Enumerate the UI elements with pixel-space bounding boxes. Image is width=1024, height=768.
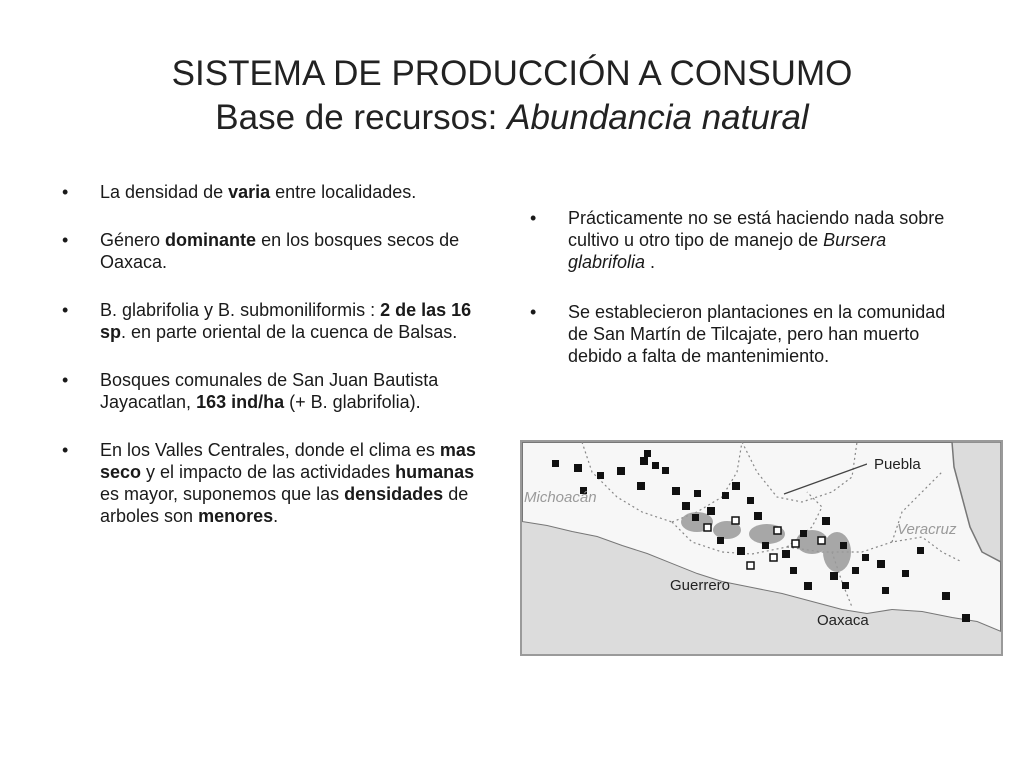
bullet-dot: • (62, 440, 69, 460)
bullet-dot: • (62, 230, 69, 250)
bullet-dot: • (530, 208, 537, 228)
label-oaxaca: Oaxaca (817, 612, 869, 629)
label-puebla: Puebla (874, 456, 921, 473)
title-line-2-italic: Abundancia natural (507, 98, 809, 137)
left-bullet-3: • B. glabrifolia y B. submoniliformis : 2 de las 16 sp. en parte oriental de la cuenca de Balsas. (62, 300, 472, 342)
bullet-dot: • (62, 182, 69, 202)
left-bullet-list (62, 181, 487, 553)
label-guerrero: Guerrero (670, 577, 731, 594)
left-bullet-5: • En los Valles Centrales, donde el clima es mas seco y el impacto de las actividades humanas es mayor, suponemos que las densidades de arboles son menores. (62, 440, 476, 526)
right-bullet-list (530, 207, 950, 395)
title-line-2-prefix: Base de recursos: (215, 98, 508, 137)
left-bullet-4: • Bosques comunales de San Juan Bautista Jayacatlan, 163 ind/ha (+ B. glabrifolia). (62, 370, 439, 412)
bullet-dot: • (530, 302, 537, 322)
map-svg (522, 442, 1001, 654)
distribution-map (520, 440, 1003, 656)
label-michoacan: Michoacán (524, 489, 597, 506)
left-bullet-2: • Género dominante en los bosques secos de Oaxaca. (62, 230, 460, 272)
right-bullet-1: • Prácticamente no se está haciendo nada sobre cultivo u otro tipo de manejo de Bursera glabrifolia . (530, 208, 945, 272)
bullet-dot: • (62, 370, 69, 390)
label-veracruz: Veracruz (897, 521, 957, 538)
title-line-2 (60, 96, 964, 140)
right-bullet-2: • Se establecieron plantaciones en la comunidad de San Martín de Tilcajate, pero han muerto debido a falta de mantenimiento. (530, 302, 946, 366)
bullet-dot: • (62, 300, 69, 320)
slide-title (60, 52, 964, 140)
title-line-1: SISTEMA DE PRODUCCIÓN A CONSUMO (171, 54, 853, 93)
left-bullet-1: • La densidad de varia entre localidades. (62, 182, 417, 202)
